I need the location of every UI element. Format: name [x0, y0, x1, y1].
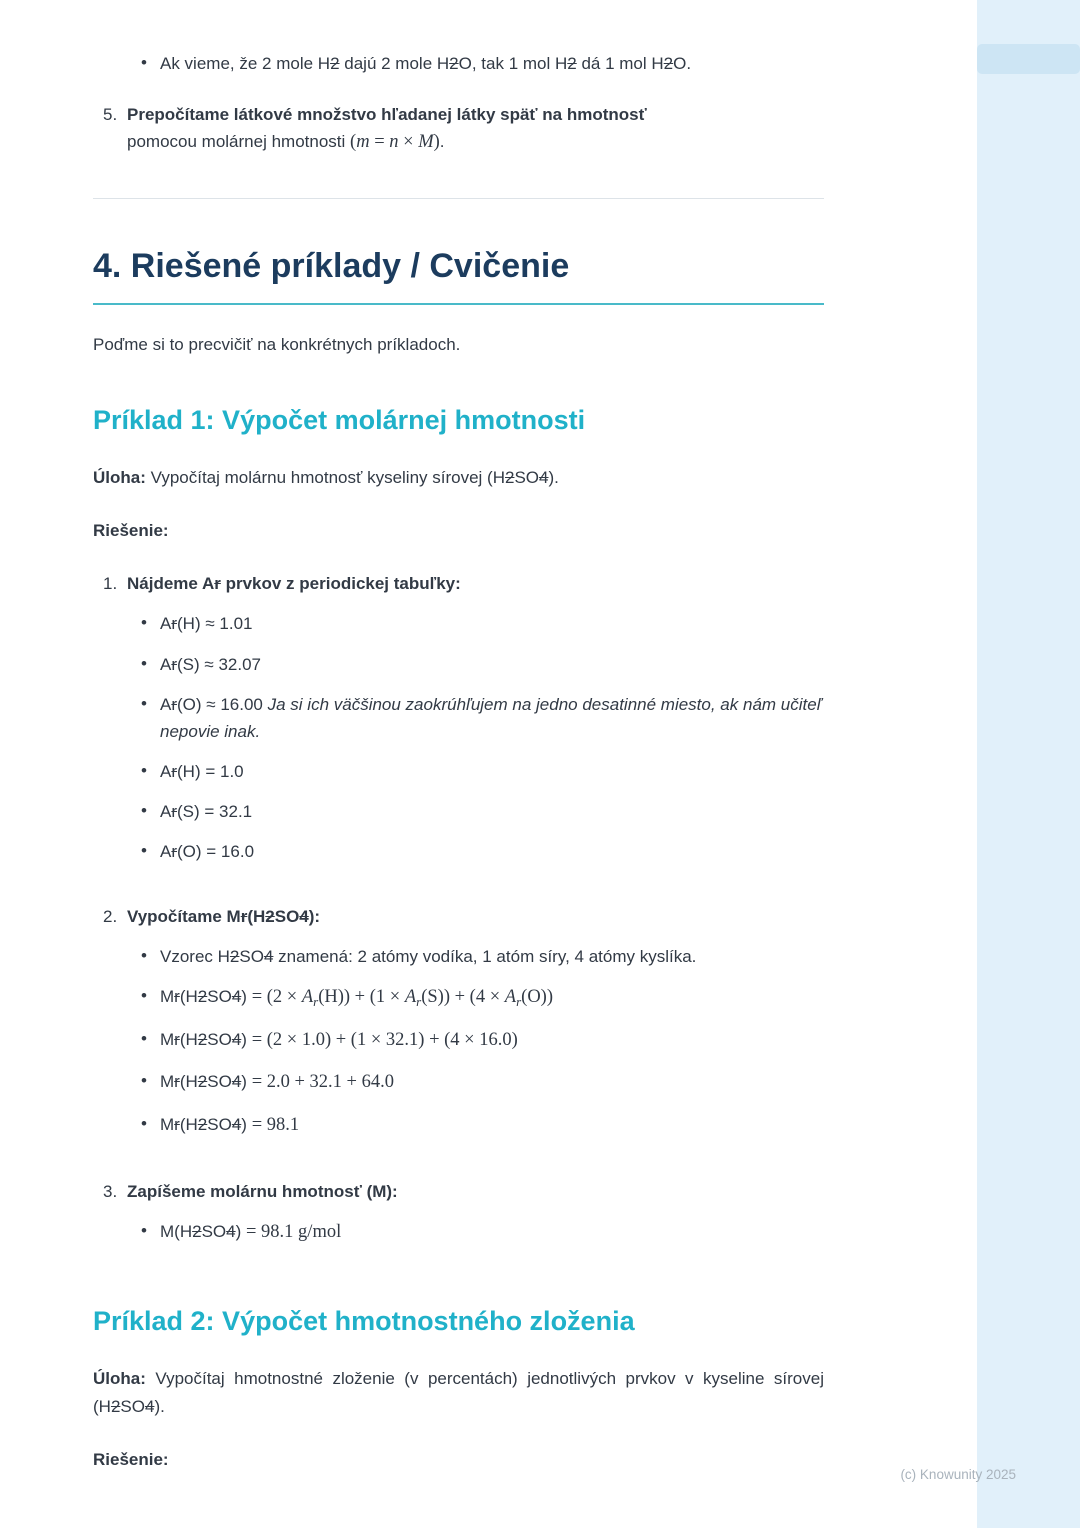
- scrollbar-thumb[interactable]: [977, 44, 1080, 74]
- step-bullet-list: [127, 610, 824, 865]
- section-title: 4. Riešené príklady / Cvičenie: [93, 245, 824, 306]
- list-number: 1.: [103, 574, 118, 594]
- step-2: [93, 903, 824, 1154]
- top-bullet-list: [93, 50, 824, 77]
- example2-task: Úloha: Vypočítaj hmotnostné zloženie (v percentách) jednotlivých prvkov v kyseline sírovej (H2SO4).: [93, 1369, 824, 1416]
- step-3: [93, 1178, 824, 1261]
- step-title: Nájdeme Ar prvkov z periodickej tabuľky:: [127, 574, 461, 594]
- example2-title: Príklad 2: Výpočet hmotnostného zloženia: [93, 1306, 635, 1337]
- example1-task: Úloha: Vypočítaj molárnu hmotnosť kyseliny sírovej (H2SO4).: [93, 467, 559, 487]
- step-1: [93, 570, 824, 879]
- bullet-item: • Vzorec H2SO4 znamená: 2 atómy vodíka, 1 atóm síry, 4 atómy kyslíka.: [127, 943, 824, 970]
- list-item-text: Prepočítame látkové množstvo hľadanej látky späť na hmotnosť pomocou molárnej hmotnosti (m = n × M).: [127, 105, 647, 153]
- bullet-item: • M(H2SO4) = 98.1 g/mol: [127, 1218, 824, 1248]
- list-number: 2.: [103, 906, 118, 926]
- bullet-item: • Mr(H2SO4) = 2.0 + 32.1 + 64.0: [127, 1068, 824, 1098]
- list-number: 5.: [103, 105, 118, 125]
- copyright-note: (c) Knowunity 2025: [900, 1467, 1016, 1482]
- step-bullet-list: [127, 1218, 824, 1248]
- example2-section: [93, 1304, 824, 1473]
- list-number: 3.: [103, 1181, 118, 1201]
- step-title: Vypočítame Mr(H2SO4):: [127, 906, 321, 926]
- step-title: Zapíšeme molárnu hmotnosť (M):: [127, 1181, 398, 1201]
- bullet-item: • $Mr(H2SO4) = (2 \times A_r(H)) + (1 \times A_r(S)) + (4 \times A_r(O))$: [127, 983, 824, 1013]
- bullet-item: • Ar(O) = 16.0: [127, 838, 824, 865]
- divider: [93, 198, 824, 199]
- intro-paragraph: Poďme si to precvičiť na konkrétnych príkladoch.: [93, 335, 461, 355]
- bullet-item: • Ak vieme, že 2 mole H2 dajú 2 mole H2O, tak 1 mol H2 dá 1 mol H2O.: [93, 50, 824, 77]
- bullet-item: • Ar(H) = 1.0: [127, 758, 824, 785]
- example1-solution-label: Riešenie:: [93, 520, 169, 540]
- bullet-item: • Mr(H2SO4) = (2 × 1.0) + (1 × 32.1) + (4 × 16.0): [127, 1026, 824, 1056]
- bullet-item: • Ar(H) ≈ 1.01: [127, 610, 824, 637]
- bullet-item: • Ar(O) ≈ 16.00 Ja si ich väčšinou zaokrúhľujem na jedno desatinné miesto, ak nám učiteľ nepovie inak.: [127, 691, 824, 745]
- step-bullet-list: [127, 943, 824, 1141]
- example1-section: [93, 403, 824, 1261]
- bullet-item: • Ar(S) = 32.1: [127, 798, 824, 825]
- numbered-item-5: [93, 101, 824, 158]
- bullet-item: • Mr(H2SO4) = 98.1: [127, 1111, 824, 1141]
- document-content: [93, 0, 824, 1499]
- example2-solution-label: Riešenie:: [93, 1449, 169, 1469]
- page-margin-strip: [977, 0, 1080, 1528]
- example1-title: Príklad 1: Výpočet molárnej hmotnosti: [93, 404, 586, 435]
- bullet-item: • Ar(S) ≈ 32.07: [127, 651, 824, 678]
